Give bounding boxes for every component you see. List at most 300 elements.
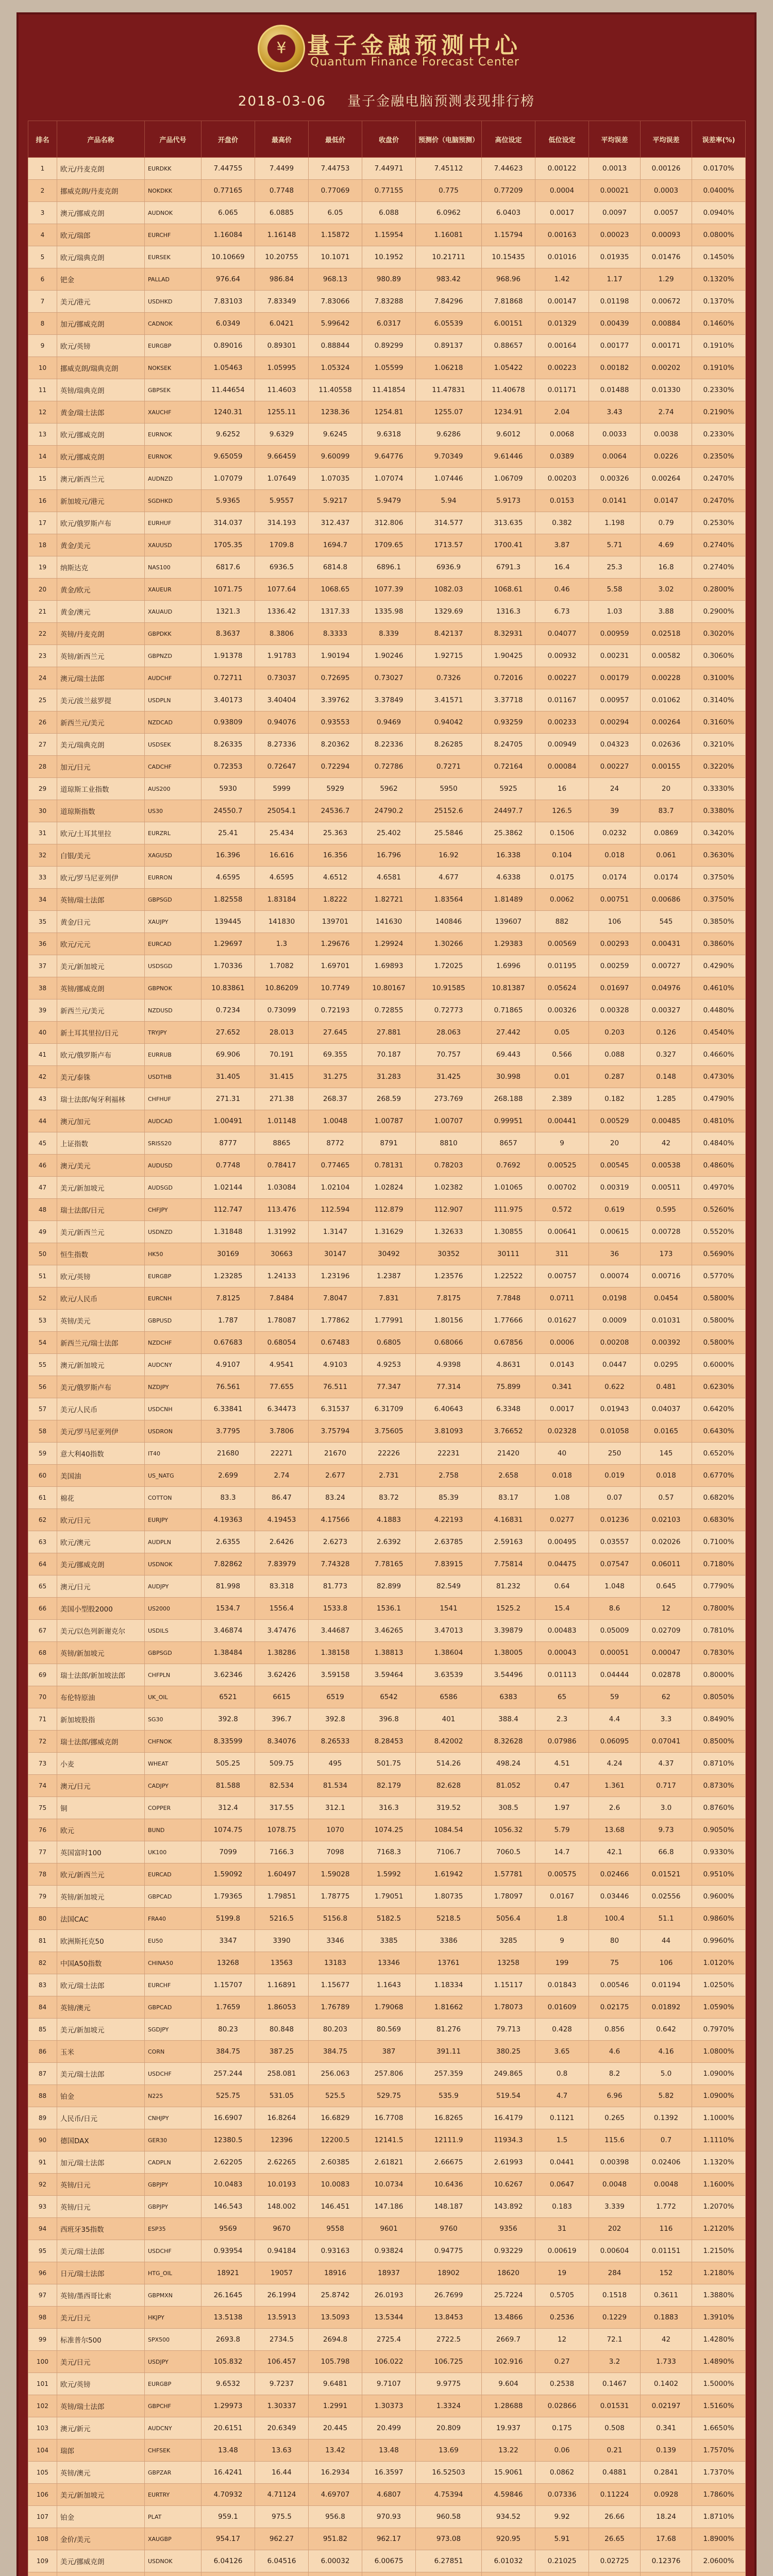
error-rate-cell: 0.4860% <box>692 1155 746 1177</box>
col-header: 最高价 <box>255 121 309 158</box>
close-cell: 8791 <box>362 1132 416 1155</box>
high-cell: 1.30337 <box>255 2395 309 2417</box>
high-setting-cell: 2.658 <box>482 1465 535 1487</box>
low-cell: 1.0048 <box>309 1110 362 1132</box>
product-code-cell <box>145 2572 201 2576</box>
product-name-cell: 瑞郎 <box>57 2439 145 2462</box>
rank-cell: 59 <box>28 1443 57 1465</box>
table-row <box>28 645 746 667</box>
product-name-cell: 英镑/挪威克朗 <box>57 977 145 999</box>
open-cell: 8.33599 <box>201 1731 255 1753</box>
forecast-cell: 30352 <box>416 1243 482 1265</box>
table-row <box>28 1110 746 1132</box>
low-cell: 1.78775 <box>309 1886 362 1908</box>
avg-error-cell: 1.361 <box>589 1775 641 1797</box>
product-code-cell: PALLAD <box>145 268 201 291</box>
close-cell: 2.61821 <box>362 2151 416 2174</box>
table-row <box>28 1487 746 1509</box>
high-setting-cell: 8.24705 <box>482 734 535 756</box>
avg-error-2-cell: 0.018 <box>641 1465 692 1487</box>
low-setting-cell: 0.0006 <box>535 1332 589 1354</box>
rank-cell: 76 <box>28 1819 57 1841</box>
close-cell: 7.831 <box>362 1287 416 1310</box>
low-cell: 7.83066 <box>309 291 362 313</box>
table-row <box>28 2484 746 2506</box>
forecast-cell: 1.92715 <box>416 645 482 667</box>
high-cell: 12396 <box>255 2129 309 2151</box>
low-setting-cell: 199 <box>535 1952 589 1974</box>
product-code-cell: UK100 <box>145 1841 201 1863</box>
product-name-cell: 德国DAX <box>57 2129 145 2151</box>
high-setting-cell: 21420 <box>482 1443 535 1465</box>
product-name-cell: 美元/挪威克朗 <box>57 2550 145 2572</box>
open-cell: 30169 <box>201 1243 255 1265</box>
high-cell: 1255.11 <box>255 401 309 423</box>
en-title: Quantum Finance Forecast Center <box>310 56 519 69</box>
high-cell: 11.4603 <box>255 379 309 401</box>
forecast-cell: 1.80156 <box>416 1310 482 1332</box>
low-cell: 1694.7 <box>309 534 362 556</box>
product-code-cell: EU50 <box>145 1930 201 1952</box>
avg-error-cell: 13.68 <box>589 1819 641 1841</box>
product-code-cell: SRISS20 <box>145 1132 201 1155</box>
low-setting-cell: 0.1506 <box>535 822 589 844</box>
rank-cell: 41 <box>28 1044 57 1066</box>
product-code-cell: USDNZD <box>145 1221 201 1243</box>
low-setting-cell: 0.04475 <box>535 1553 589 1575</box>
product-name-cell: 恒生指数 <box>57 1243 145 1265</box>
product-code-cell: AUDNOK <box>145 202 201 224</box>
low-cell: 25.363 <box>309 822 362 844</box>
product-code-cell: USDCNH <box>145 1398 201 1420</box>
low-setting-cell: 0.27 <box>535 2351 589 2373</box>
product-name-cell: 标准普尔500 <box>57 2329 145 2351</box>
product-code-cell: CORN <box>145 2041 201 2063</box>
rank-cell: 91 <box>28 2151 57 2174</box>
close-cell: 1.29924 <box>362 933 416 955</box>
close-cell: 7.83288 <box>362 291 416 313</box>
close-cell: 4.9253 <box>362 1354 416 1376</box>
product-name-cell: 白银/美元 <box>57 844 145 867</box>
product-name-cell: 美元/以色列新谢克尔 <box>57 1620 145 1642</box>
error-rate-cell: 0.3140% <box>692 689 746 711</box>
avg-error-cell: 0.01058 <box>589 1420 641 1443</box>
product-name-cell: 美元/日元 <box>57 2351 145 2373</box>
table-row <box>28 623 746 645</box>
high-setting-cell: 1068.61 <box>482 579 535 601</box>
product-code-cell: ESP35 <box>145 2218 201 2240</box>
error-rate-cell: 0.3860% <box>692 933 746 955</box>
table-row <box>28 379 746 401</box>
high-cell: 7166.3 <box>255 1841 309 1863</box>
forecast-cell: 25152.6 <box>416 800 482 822</box>
avg-error-cell: 0.622 <box>589 1376 641 1398</box>
low-setting-cell: 0.0068 <box>535 423 589 446</box>
table-row <box>28 2550 746 2572</box>
table-row <box>28 579 746 601</box>
forecast-cell: 1.81662 <box>416 1996 482 2019</box>
close-cell: 1.69893 <box>362 955 416 977</box>
close-cell: 6.0317 <box>362 313 416 335</box>
high-setting-cell: 1.05422 <box>482 357 535 379</box>
error-rate-cell: 1.3880% <box>692 2284 746 2307</box>
low-setting-cell: 40 <box>535 1443 589 1465</box>
forecast-cell: 13.8453 <box>416 2307 482 2329</box>
forecast-cell: 2.758 <box>416 1465 482 1487</box>
avg-error-2-cell: 0.341 <box>641 2417 692 2439</box>
high-setting-cell: 1056.32 <box>482 1819 535 1841</box>
avg-error-cell: 0.00439 <box>589 313 641 335</box>
low-setting-cell: 0.175 <box>535 2417 589 2439</box>
product-name-cell: 澳元/新西兰元 <box>57 468 145 490</box>
error-rate-cell: 0.7180% <box>692 1553 746 1575</box>
table-row <box>28 667 746 689</box>
avg-error-2-cell: 1.29 <box>641 268 692 291</box>
forecast-cell: 81.276 <box>416 2019 482 2041</box>
product-name-cell: 英镑/日元 <box>57 2196 145 2218</box>
product-code-cell: USDTHB <box>145 1066 201 1088</box>
product-code-cell: GBPUSD <box>145 1310 201 1332</box>
avg-error-2-cell: 0.0003 <box>641 180 692 202</box>
close-cell: 396.8 <box>362 1708 416 1731</box>
error-rate-cell: 0.5520% <box>692 1221 746 1243</box>
high-cell: 1.86053 <box>255 1996 309 2019</box>
forecast-cell: 6586 <box>416 1686 482 1708</box>
low-setting-cell: 0.0441 <box>535 2151 589 2174</box>
rank-cell: 96 <box>28 2262 57 2284</box>
logo-glyph: ¥ <box>267 35 295 62</box>
forecast-cell: 7106.7 <box>416 1841 482 1863</box>
forecast-cell: 0.78203 <box>416 1155 482 1177</box>
avg-error-cell: 3.43 <box>589 401 641 423</box>
rank-cell: 43 <box>28 1088 57 1110</box>
error-rate-cell: 0.9860% <box>692 1908 746 1930</box>
avg-error-2-cell: 0.0057 <box>641 202 692 224</box>
forecast-cell: 3.81093 <box>416 1420 482 1443</box>
rank-cell: 65 <box>28 1575 57 1598</box>
product-code-cell: CHINA50 <box>145 1952 201 1974</box>
product-code-cell: EURZRL <box>145 822 201 844</box>
product-code-cell: COPPER <box>145 1797 201 1819</box>
low-cell: 3.44687 <box>309 1620 362 1642</box>
table-row <box>28 1996 746 2019</box>
close-cell: 0.9469 <box>362 711 416 734</box>
avg-error-cell: 0.508 <box>589 2417 641 2439</box>
low-cell: 5.99642 <box>309 313 362 335</box>
open-cell: 6521 <box>201 1686 255 1708</box>
product-name-cell: 澳元/日元 <box>57 1775 145 1797</box>
product-code-cell: AUDSGD <box>145 1177 201 1199</box>
low-cell: 2.6273 <box>309 1531 362 1553</box>
rank-cell: 68 <box>28 1642 57 1664</box>
low-setting-cell: 0.00147 <box>535 291 589 313</box>
low-cell: 2.60385 <box>309 2151 362 2174</box>
table-row <box>28 1886 746 1908</box>
table-row <box>28 1332 746 1354</box>
high-setting-cell: 6.00151 <box>482 313 535 335</box>
high-setting-cell: 6.0403 <box>482 202 535 224</box>
rank-cell: 84 <box>28 1996 57 2019</box>
low-setting-cell: 0.00575 <box>535 1863 589 1886</box>
high-setting-cell: 4.59846 <box>482 2484 535 2506</box>
forecast-cell: 6.05539 <box>416 313 482 335</box>
table-row <box>28 2240 746 2262</box>
avg-error-2-cell: 4.69 <box>641 534 692 556</box>
forecast-cell: 5950 <box>416 778 482 800</box>
avg-error-2-cell: 0.00431 <box>641 933 692 955</box>
col-header: 预测价（电脑预测） <box>416 121 482 158</box>
avg-error-cell: 0.05009 <box>589 1620 641 1642</box>
open-cell: 2.699 <box>201 1465 255 1487</box>
low-setting-cell: 19 <box>535 2262 589 2284</box>
open-cell: 1705.35 <box>201 534 255 556</box>
avg-error-cell: 0.00051 <box>589 1642 641 1664</box>
table-row <box>28 2395 746 2417</box>
open-cell: 1.16084 <box>201 224 255 246</box>
close-cell: 1335.98 <box>362 601 416 623</box>
high-setting-cell: 0.72164 <box>482 756 535 778</box>
low-setting-cell: 0.01167 <box>535 689 589 711</box>
close-cell: 3.46265 <box>362 1620 416 1642</box>
avg-error-2-cell: 0.00727 <box>641 955 692 977</box>
error-rate-cell: 0.4540% <box>692 1022 746 1044</box>
low-setting-cell <box>535 2572 589 2576</box>
high-cell: 2734.5 <box>255 2329 309 2351</box>
close-cell: 501.75 <box>362 1753 416 1775</box>
forecast-cell: 1.61942 <box>416 1863 482 1886</box>
rank-cell: 67 <box>28 1620 57 1642</box>
high-setting-cell: 9356 <box>482 2218 535 2240</box>
avg-error-cell: 0.01531 <box>589 2395 641 2417</box>
error-rate-cell: 0.5800% <box>692 1332 746 1354</box>
close-cell: 6.088 <box>362 202 416 224</box>
rank-cell: 75 <box>28 1797 57 1819</box>
col-header: 平均误差 <box>589 121 641 158</box>
table-row <box>28 2351 746 2373</box>
table-row <box>28 468 746 490</box>
high-setting-cell: 920.95 <box>482 2528 535 2550</box>
product-name-cell: 黄金/澳元 <box>57 601 145 623</box>
avg-error-2-cell: 0.01521 <box>641 1863 692 1886</box>
table-row <box>28 1354 746 1376</box>
open-cell: 18921 <box>201 2262 255 2284</box>
avg-error-2-cell: 0.595 <box>641 1199 692 1221</box>
low-cell: 30147 <box>309 1243 362 1265</box>
table-row <box>28 1376 746 1398</box>
avg-error-2-cell: 152 <box>641 2262 692 2284</box>
forecast-cell: 1.32633 <box>416 1221 482 1243</box>
rank-cell: 50 <box>28 1243 57 1265</box>
product-name-cell: 美国油 <box>57 1465 145 1487</box>
close-cell: 31.283 <box>362 1066 416 1088</box>
high-setting-cell: 0.88657 <box>482 335 535 357</box>
product-code-cell: USDHKD <box>145 291 201 313</box>
product-name-cell: 黄金/瑞士法郎 <box>57 401 145 423</box>
low-setting-cell: 311 <box>535 1243 589 1265</box>
avg-error-cell: 202 <box>589 2218 641 2240</box>
table-row <box>28 2528 746 2550</box>
product-code-cell: NZDCHF <box>145 1332 201 1354</box>
forecast-cell: 0.72773 <box>416 999 482 1022</box>
table-row <box>28 1199 746 1221</box>
product-code-cell: AUDUSD <box>145 1155 201 1177</box>
avg-error-2-cell: 4.37 <box>641 1753 692 1775</box>
product-code-cell: PLAT <box>145 2506 201 2528</box>
error-rate-cell: 0.8490% <box>692 1708 746 1731</box>
product-code-cell: CADJPY <box>145 1775 201 1797</box>
avg-error-cell: 0.02175 <box>589 1996 641 2019</box>
forecast-cell: 1329.69 <box>416 601 482 623</box>
table-row <box>28 246 746 268</box>
forecast-cell: 85.39 <box>416 1487 482 1509</box>
product-code-cell: USDRON <box>145 1420 201 1443</box>
high-cell: 9670 <box>255 2218 309 2240</box>
close-cell: 5.9479 <box>362 490 416 512</box>
high-setting-cell: 10.15435 <box>482 246 535 268</box>
low-cell: 3.39762 <box>309 689 362 711</box>
high-cell: 10.0193 <box>255 2174 309 2196</box>
high-setting-cell: 3.76652 <box>482 1420 535 1443</box>
high-setting-cell: 1700.41 <box>482 534 535 556</box>
forecast-cell: 10.21711 <box>416 246 482 268</box>
low-setting-cell: 0.00569 <box>535 933 589 955</box>
error-rate-cell: 0.3380% <box>692 800 746 822</box>
close-cell: 4.6581 <box>362 867 416 889</box>
low-cell: 6.00032 <box>309 2550 362 2572</box>
high-setting-cell: 143.892 <box>482 2196 535 2218</box>
low-cell: 1.69701 <box>309 955 362 977</box>
rank-cell: 72 <box>28 1731 57 1753</box>
low-setting-cell: 4.7 <box>535 2085 589 2107</box>
table-row <box>28 1553 746 1575</box>
high-cell: 82.534 <box>255 1775 309 1797</box>
avg-error-cell: 0.0174 <box>589 867 641 889</box>
avg-error-2-cell: 0.0038 <box>641 423 692 446</box>
close-cell: 141630 <box>362 911 416 933</box>
high-setting-cell: 1.22522 <box>482 1265 535 1287</box>
product-code-cell: AUDNZD <box>145 468 201 490</box>
product-code-cell: CADPLN <box>145 2151 201 2174</box>
close-cell: 8.28453 <box>362 1731 416 1753</box>
high-setting-cell: 313.635 <box>482 512 535 534</box>
low-setting-cell: 0.00702 <box>535 1177 589 1199</box>
high-setting-cell: 9.6012 <box>482 423 535 446</box>
forecast-cell: 401 <box>416 1708 482 1731</box>
close-cell: 6.00675 <box>362 2550 416 2572</box>
high-cell: 531.05 <box>255 2085 309 2107</box>
product-name-cell: 棉花 <box>57 1487 145 1509</box>
open-cell: 76.561 <box>201 1376 255 1398</box>
avg-error-2-cell: 0.00485 <box>641 1110 692 1132</box>
forecast-cell: 11.47831 <box>416 379 482 401</box>
table-row <box>28 401 746 423</box>
low-cell: 0.93163 <box>309 2240 362 2262</box>
avg-error-2-cell: 0.00538 <box>641 1155 692 1177</box>
forecast-cell: 9.9775 <box>416 2373 482 2395</box>
rank-cell: 18 <box>28 534 57 556</box>
forecast-cell: 70.757 <box>416 1044 482 1066</box>
forecast-cell: 26.7699 <box>416 2284 482 2307</box>
high-setting-cell: 25.7224 <box>482 2284 535 2307</box>
forecast-cell: 1255.07 <box>416 401 482 423</box>
table-row <box>28 2262 746 2284</box>
rank-cell: 62 <box>28 1509 57 1531</box>
avg-error-cell: 0.00294 <box>589 711 641 734</box>
forecast-cell: 13761 <box>416 1952 482 1974</box>
high-setting-cell: 7.75814 <box>482 1553 535 1575</box>
low-cell: 139701 <box>309 911 362 933</box>
high-cell: 1336.42 <box>255 601 309 623</box>
low-setting-cell: 5.91 <box>535 2528 589 2550</box>
avg-error-2-cell: 0.717 <box>641 1775 692 1797</box>
avg-error-2-cell: 0.1402 <box>641 2373 692 2395</box>
low-setting-cell: 0.02328 <box>535 1420 589 1443</box>
product-name-cell <box>57 2572 145 2576</box>
rank-cell: 7 <box>28 291 57 313</box>
low-setting-cell: 9 <box>535 1930 589 1952</box>
table-row <box>28 2506 746 2528</box>
table-row <box>28 1310 746 1332</box>
avg-error-cell: 0.00546 <box>589 1974 641 1996</box>
forecast-cell: 1.72025 <box>416 955 482 977</box>
low-cell: 9.6481 <box>309 2373 362 2395</box>
rank-cell: 69 <box>28 1664 57 1686</box>
low-cell: 0.88844 <box>309 335 362 357</box>
avg-error-2-cell: 0.02636 <box>641 734 692 756</box>
error-rate-cell: 1.2180% <box>692 2262 746 2284</box>
forecast-cell: 25.5846 <box>416 822 482 844</box>
table-row <box>28 158 746 180</box>
high-cell: 5999 <box>255 778 309 800</box>
high-setting-cell: 1.78073 <box>482 1996 535 2019</box>
error-rate-cell: 0.5770% <box>692 1265 746 1287</box>
forecast-cell: 1.06218 <box>416 357 482 379</box>
table-row <box>28 268 746 291</box>
low-cell: 31.275 <box>309 1066 362 1088</box>
rank-cell: 49 <box>28 1221 57 1243</box>
close-cell: 10.1952 <box>362 246 416 268</box>
low-cell: 16.2934 <box>309 2462 362 2484</box>
low-setting-cell: 0.00164 <box>535 335 589 357</box>
product-code-cell: EURGBP <box>145 1265 201 1287</box>
rank-cell: 14 <box>28 446 57 468</box>
product-code-cell: XAUJPY <box>145 911 201 933</box>
open-cell: 312.4 <box>201 1797 255 1819</box>
avg-error-cell: 0.00326 <box>589 468 641 490</box>
table-row <box>28 2462 746 2484</box>
low-setting-cell: 0.0153 <box>535 490 589 512</box>
open-cell: 80.23 <box>201 2019 255 2041</box>
open-cell: 1.31848 <box>201 1221 255 1243</box>
rank-cell: 104 <box>28 2439 57 2462</box>
low-setting-cell: 1.97 <box>535 1797 589 1819</box>
product-name-cell: 美元/新加坡元 <box>57 1177 145 1199</box>
open-cell: 16.396 <box>201 844 255 867</box>
product-name-cell: 美元/罗马尼亚列伊 <box>57 1420 145 1443</box>
forecast-cell: 1.83564 <box>416 889 482 911</box>
high-cell: 1.05995 <box>255 357 309 379</box>
error-rate-cell: 1.6650% <box>692 2417 746 2439</box>
table-row <box>28 1598 746 1620</box>
page-subtitle <box>19 91 754 110</box>
high-cell: 22271 <box>255 1443 309 1465</box>
forecast-cell: 22231 <box>416 1443 482 1465</box>
low-cell: 76.511 <box>309 1376 362 1398</box>
avg-error-cell: 0.01697 <box>589 977 641 999</box>
open-cell: 25.41 <box>201 822 255 844</box>
product-name-cell: 欧元/瑞郎 <box>57 224 145 246</box>
avg-error-2-cell: 0.00728 <box>641 1221 692 1243</box>
